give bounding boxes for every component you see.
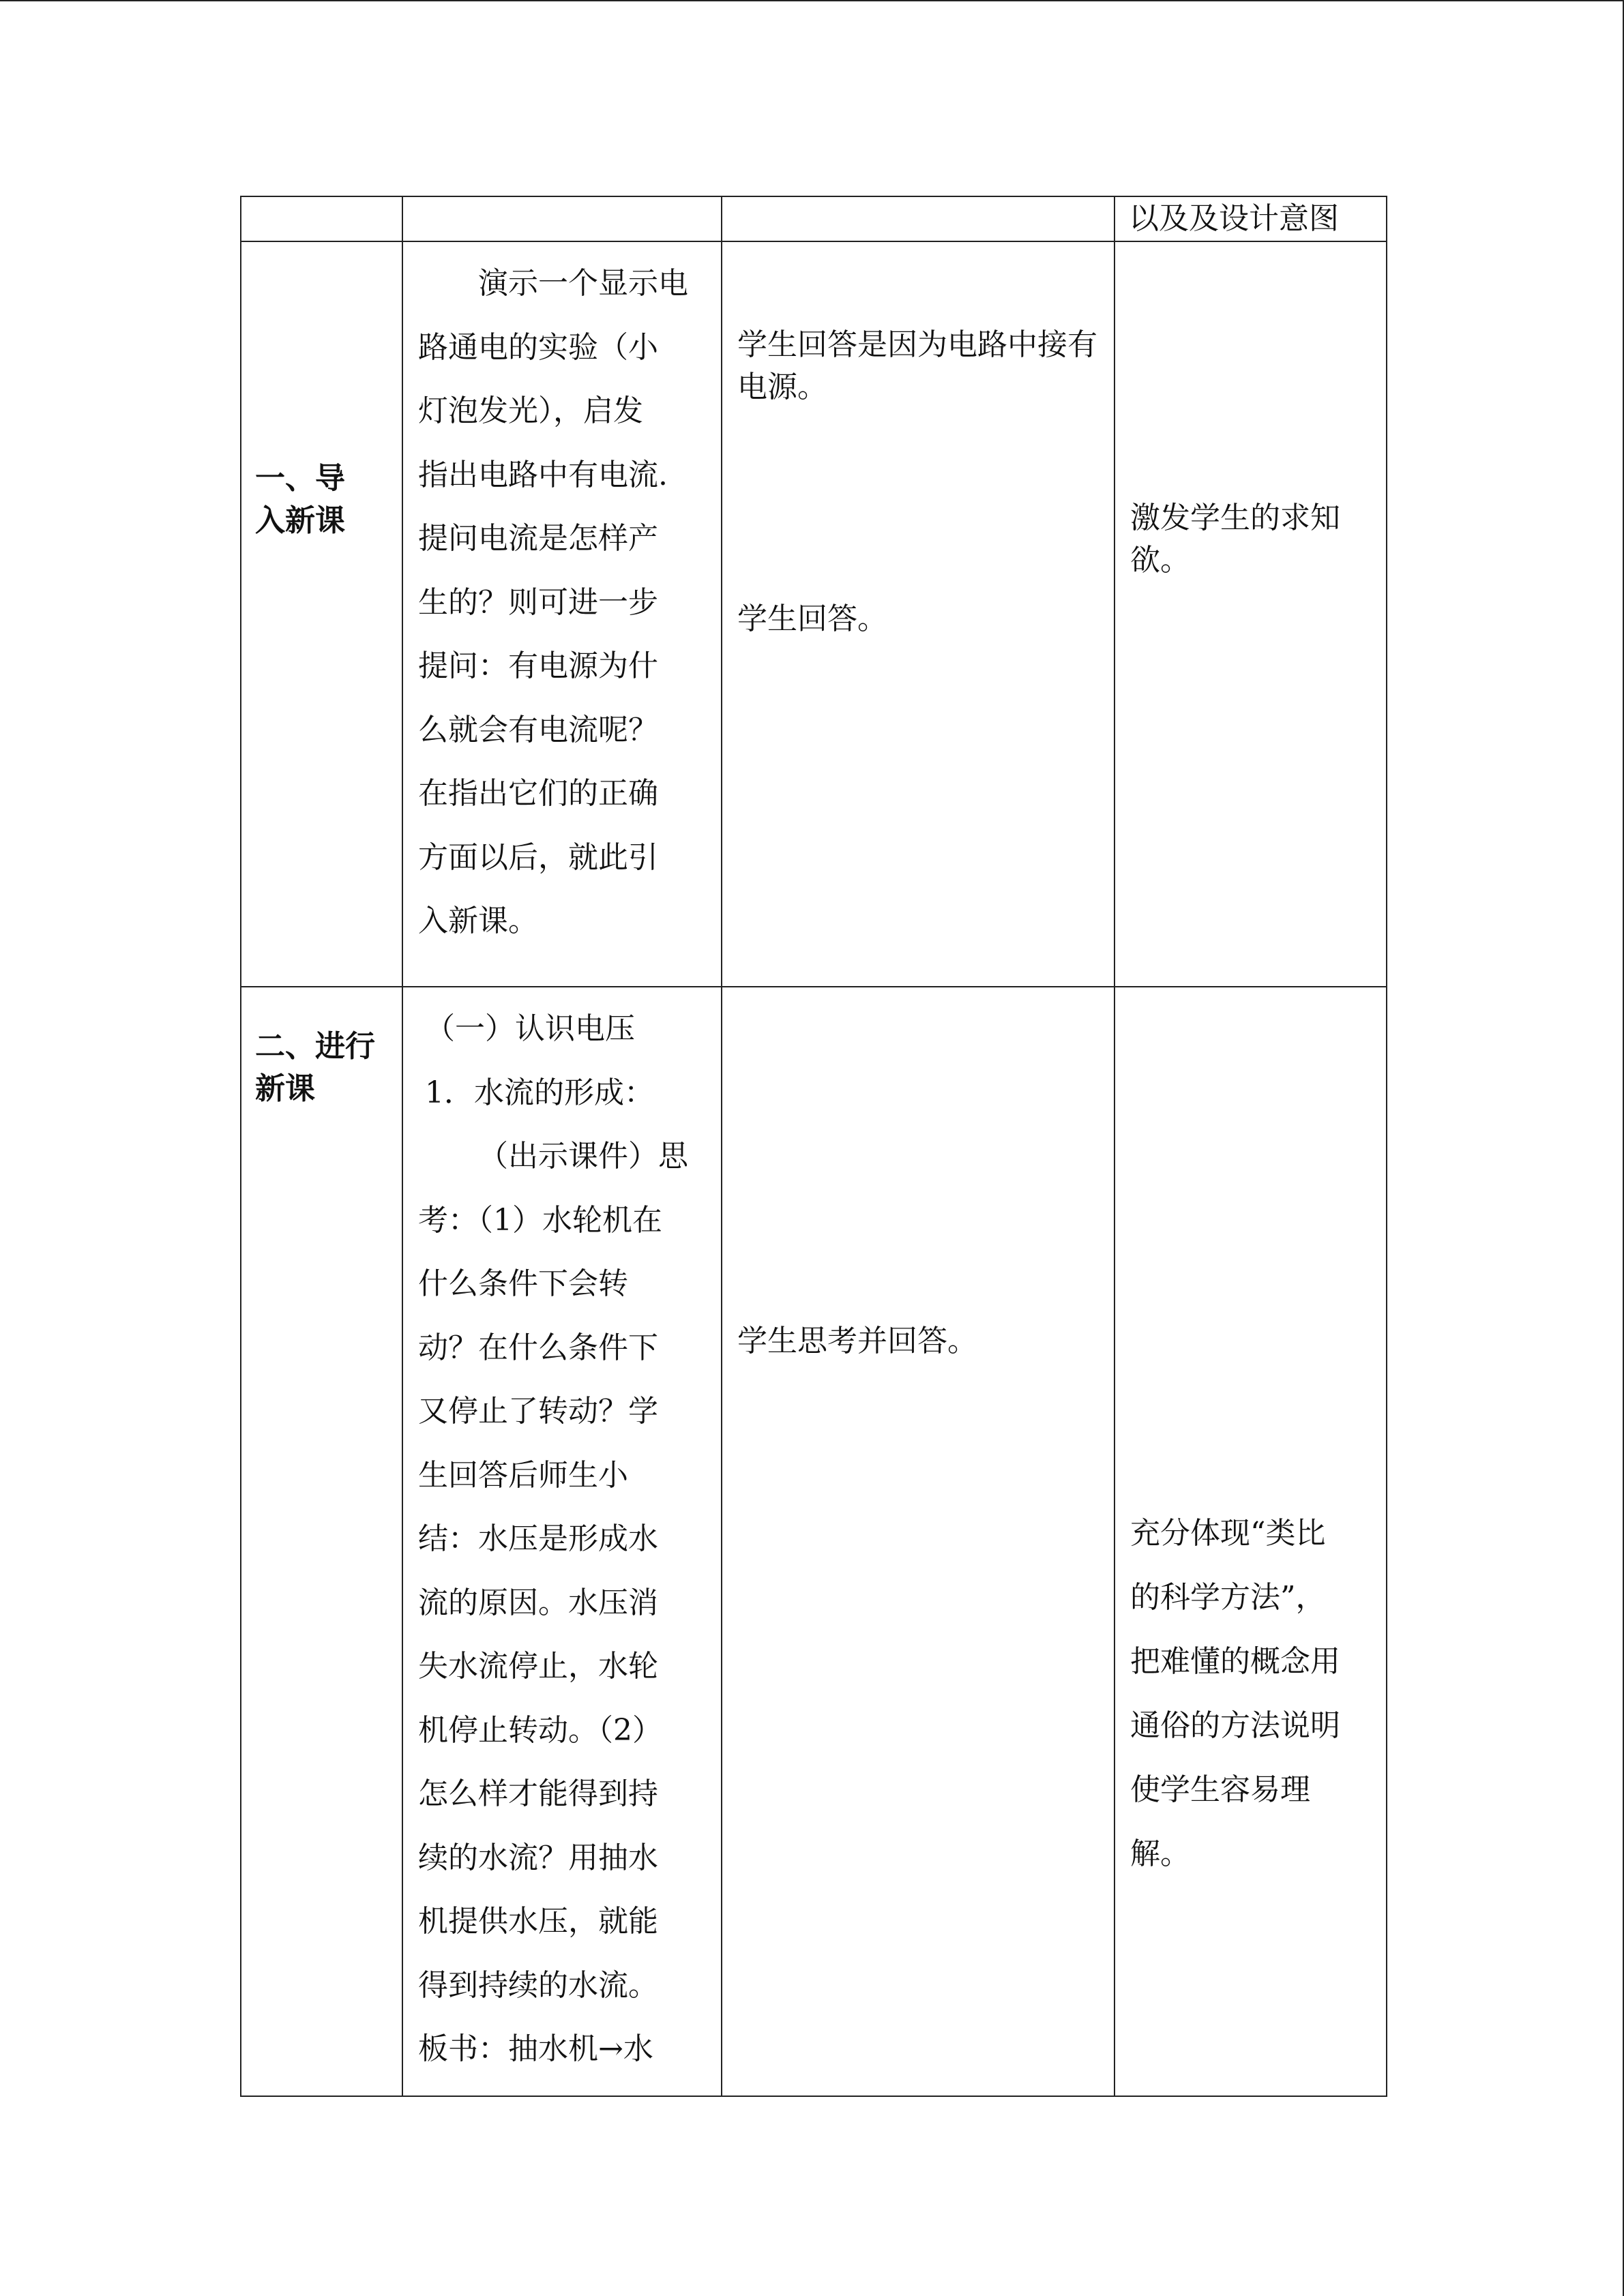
header-cell-student [722, 196, 1114, 241]
table-row-intro [241, 241, 1387, 987]
new-design-line: 通俗的方法说明 [1130, 1708, 1340, 1743]
new-stage-cell [241, 987, 402, 2096]
new-teacher-cell [402, 987, 722, 2096]
intro-stage-cell [241, 241, 402, 987]
intro-teacher-cell [402, 241, 722, 987]
new-teacher-line: 动？在什么条件下 [418, 1330, 658, 1365]
new-teacher-line: 考：（1）水轮机在 [418, 1202, 662, 1238]
new-design-line: 把难懂的概念用 [1130, 1644, 1340, 1679]
intro-teacher-line: 演示一个显示电 [478, 266, 688, 301]
intro-stage-line-1: 一、导 [255, 461, 345, 496]
new-teacher-line: 生回答后师生小 [418, 1457, 628, 1493]
new-stage-line-2: 新课 [255, 1071, 315, 1106]
intro-teacher-line: 路通电的实验（小 [418, 329, 658, 365]
page-top-edge [0, 0, 1624, 1]
table-row-new-lesson [241, 987, 1387, 2096]
new-teacher-line: 1．水流的形成： [425, 1075, 654, 1110]
new-teacher-line: 结：水压是形成水 [418, 1521, 658, 1556]
new-student-answer: 学生思考并回答。 [737, 1324, 977, 1358]
new-design-line: 充分体现“类比 [1130, 1516, 1326, 1551]
new-teacher-line: 又停止了转动？学 [418, 1394, 658, 1429]
new-teacher-line: （出示课件）思 [478, 1139, 688, 1174]
new-teacher-line: 什么条件下会转 [418, 1266, 628, 1301]
new-teacher-line: （一）认识电压 [425, 1011, 635, 1046]
new-teacher-line: 板书：抽水机→水 [418, 2031, 653, 2066]
header-cell-design [1114, 196, 1387, 241]
intro-teacher-line: 生的？则可进一步 [418, 584, 658, 620]
new-teacher-line: 得到持续的水流。 [418, 1967, 658, 2003]
new-teacher-line: 续的水流？用抽水 [418, 1840, 658, 1875]
new-teacher-line: 失水流停止，水轮 [418, 1649, 658, 1684]
intro-teacher-line: 提问：有电源为什 [418, 648, 658, 683]
intro-stage-label [241, 242, 402, 542]
new-teacher-line: 机停止转动。（2） [418, 1712, 662, 1748]
new-student-cell [722, 987, 1114, 2096]
intro-teacher-line: 指出电路中有电流. [418, 457, 668, 492]
new-teacher-line: 机提供水压，就能 [418, 1904, 658, 1939]
new-design-intent [1115, 987, 1386, 1886]
intro-design-intent: 激发学生的求知欲。 [1130, 501, 1340, 578]
header-cell-stage [241, 196, 402, 241]
new-design-line: 的科学方法”， [1130, 1580, 1326, 1615]
new-teacher-activity [403, 987, 721, 2081]
intro-teacher-line: 在指出它们的正确 [418, 776, 658, 811]
intro-stage-line-2: 入新课 [255, 503, 345, 538]
intro-student-answer-1: 学生回答是因为电路中接有电源。 [737, 327, 1097, 404]
intro-teacher-activity [403, 242, 721, 953]
intro-teacher-line: 提问电流是怎样产 [418, 521, 658, 556]
new-stage-line-1: 二、进行 [255, 1029, 375, 1064]
intro-design-cell [1114, 241, 1387, 987]
lesson-plan-table [240, 196, 1387, 2097]
intro-student-answer-2: 学生回答。 [737, 601, 887, 636]
intro-teacher-line: 入新课。 [418, 904, 538, 938]
intro-student-cell [722, 241, 1114, 987]
header-design-label: 以及及设计意图 [1129, 201, 1339, 236]
intro-teacher-line: 方面以后，就此引 [418, 839, 658, 875]
new-teacher-line: 流的原因。水压消 [418, 1585, 658, 1620]
new-design-line: 解。 [1130, 1836, 1190, 1871]
intro-teacher-line: 灯泡发光），启发 [418, 393, 643, 428]
new-stage-label [241, 987, 402, 1110]
new-design-line: 使学生容易理 [1130, 1772, 1310, 1807]
intro-teacher-line: 么就会有电流呢？ [418, 712, 658, 747]
new-design-cell [1114, 987, 1387, 2096]
header-cell-teacher [402, 196, 722, 241]
table-header-row [241, 196, 1387, 241]
new-teacher-line: 怎么样才能得到持 [418, 1776, 658, 1811]
